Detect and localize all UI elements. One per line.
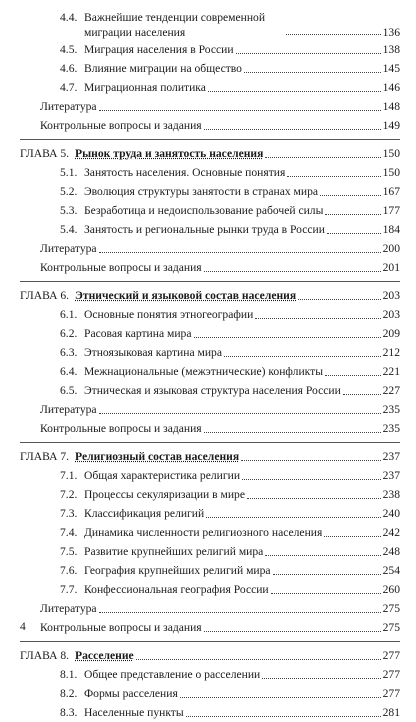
toc-entry-title: Литература [40, 602, 97, 615]
toc-misc-entry[interactable] [20, 239, 400, 258]
toc-entry-title: Контрольные вопросы и задания [40, 119, 202, 132]
toc-entry-number: 6.5. [60, 384, 78, 397]
toc-misc-entry[interactable] [20, 97, 400, 116]
toc-entry-page: 277 [382, 668, 400, 681]
toc-entry-page: 227 [382, 384, 400, 397]
toc-entry-title: Миграционная политика [84, 81, 206, 94]
toc-section-entry[interactable] [20, 381, 400, 400]
toc-section-entry[interactable] [20, 362, 400, 381]
toc-entry-number: 7.3. [60, 507, 78, 520]
dot-leader [136, 659, 381, 660]
toc-entry-page: 145 [382, 62, 400, 75]
toc-entry-page: 235 [382, 403, 400, 416]
toc-entry-title: Населенные пункты [84, 706, 184, 719]
toc-entry-title: Литература [40, 100, 97, 113]
dot-leader [247, 498, 381, 499]
toc-entry-page: 221 [382, 365, 400, 378]
toc-entry-number: 5.4. [60, 223, 78, 236]
dot-leader [236, 53, 381, 54]
toc-entry-number: 4.6. [60, 62, 78, 75]
dot-leader [320, 195, 381, 196]
toc-entry-page: 235 [382, 422, 400, 435]
toc-entry-page: 150 [382, 166, 400, 179]
toc-section-entry[interactable] [20, 466, 400, 485]
toc-entry-number: 5.3. [60, 204, 78, 217]
toc-entry-number: 4.7. [60, 81, 78, 94]
toc-entry-page: 167 [382, 185, 400, 198]
toc-entry-page: 260 [382, 583, 400, 596]
toc-entry-title: Контрольные вопросы и задания [40, 261, 202, 274]
toc-entry-page: 240 [382, 507, 400, 520]
dot-leader [287, 176, 380, 177]
toc-entry-number: 8.3. [60, 706, 78, 719]
dot-leader [206, 517, 380, 518]
toc-entry-page: 146 [382, 81, 400, 94]
dot-leader [204, 631, 381, 632]
toc-section-entry[interactable] [20, 523, 400, 542]
toc-entry-number: ГЛАВА 6. [20, 289, 70, 302]
section-divider [20, 281, 400, 282]
section-divider [20, 641, 400, 642]
toc-entry-page: 248 [382, 545, 400, 558]
toc-entry-page: 201 [382, 261, 400, 274]
dot-leader [180, 697, 381, 698]
toc-chapter-entry[interactable] [20, 646, 400, 665]
toc-entry-title: Конфессиональная география России [84, 583, 269, 596]
toc-entry-number: 7.5. [60, 545, 78, 558]
toc-entry-title: Расовая картина мира [84, 327, 192, 340]
toc-entry-number: ГЛАВА 7. [20, 450, 70, 463]
toc-entry-number: 4.4. [60, 11, 78, 24]
toc-entry-page: 184 [382, 223, 400, 236]
toc-entry-page: 203 [382, 308, 400, 321]
toc-entry-page: 209 [382, 327, 400, 340]
toc-section-entry[interactable] [20, 561, 400, 580]
toc-section-entry[interactable] [20, 40, 400, 59]
toc-entry-page: 203 [382, 289, 400, 302]
toc-entry-title: Межнациональные (межэтнические) конфликты [84, 365, 323, 378]
toc-entry-page: 275 [382, 621, 400, 634]
dot-leader [255, 318, 380, 319]
toc-entry-page: 212 [382, 346, 400, 359]
dot-leader [186, 716, 381, 717]
toc-entry-page: 150 [382, 147, 400, 160]
dot-leader [324, 536, 380, 537]
dot-leader [194, 337, 381, 338]
toc-entry-number: 7.7. [60, 583, 78, 596]
toc-section-entry[interactable] [20, 305, 400, 324]
toc-entry-number: 7.4. [60, 526, 78, 539]
page-number: 4 [20, 620, 26, 633]
toc-entry-page: 238 [382, 488, 400, 501]
toc-entry-title: Религиозный состав населения [75, 450, 240, 463]
toc-entry-page: 254 [382, 564, 400, 577]
toc-misc-entry[interactable] [20, 116, 400, 135]
toc-entry-title: Миграция населения в России [84, 43, 234, 56]
toc-section-entry[interactable] [20, 343, 400, 362]
toc-entry-number: 6.4. [60, 365, 78, 378]
toc-entry-number: ГЛАВА 8. [20, 649, 70, 662]
toc-section-entry[interactable] [20, 182, 400, 201]
toc-entry-title: Развитие крупнейших религий мира [84, 545, 264, 558]
toc-section-entry[interactable] [20, 10, 400, 40]
toc-misc-entry[interactable] [20, 419, 400, 438]
toc-entry-title: Классификация религий [84, 507, 205, 520]
toc-entry-title: Расселение [75, 649, 134, 662]
toc-entry-number: 7.1. [60, 469, 78, 482]
toc-entry-number: 8.1. [60, 668, 78, 681]
dot-leader [204, 129, 381, 130]
toc-section-entry[interactable] [20, 324, 400, 343]
toc-entry-title: Общее представление о расселении [84, 668, 261, 681]
toc-entry-number: 6.2. [60, 327, 78, 340]
toc-entry-title: Контрольные вопросы и задания [40, 422, 202, 435]
toc-entry-title: Общая характеристика религии [84, 469, 241, 482]
toc-entry-title: Этническая и языковая структура населения России [84, 384, 341, 397]
dot-leader [262, 678, 380, 679]
toc-entry-page: 277 [382, 649, 400, 662]
toc-section-entry[interactable] [20, 220, 400, 239]
dot-leader [224, 356, 381, 357]
toc-entry-page: 237 [382, 469, 400, 482]
dot-leader [325, 214, 380, 215]
toc-entry-title: Влияние миграции на общество [84, 62, 242, 75]
toc-entry-number: 6.3. [60, 346, 78, 359]
dot-leader [244, 72, 381, 73]
toc-misc-entry[interactable] [20, 400, 400, 419]
toc-entry-title: Литература [40, 403, 97, 416]
toc-entry-page: 281 [382, 706, 400, 719]
toc-entry-title: Безработица и недоиспользование рабочей силы [84, 204, 324, 217]
toc-entry-page: 136 [382, 26, 400, 39]
toc-section-entry[interactable] [20, 201, 400, 220]
toc-entry-title: Занятость и региональные рынки труда в России [84, 223, 325, 236]
toc-entry-page: 149 [382, 119, 400, 132]
toc-entry-title: Формы расселения [84, 687, 178, 700]
dot-leader [286, 34, 381, 35]
dot-leader [343, 394, 381, 395]
dot-leader [241, 460, 381, 461]
toc-entry-title: Динамика численности религиозного населения [84, 526, 323, 539]
toc-entry-number: 7.6. [60, 564, 78, 577]
toc-entry-number: 7.2. [60, 488, 78, 501]
toc-entry-page: 237 [382, 450, 400, 463]
toc-entry-page: 138 [382, 43, 400, 56]
toc-entry-number: 5.1. [60, 166, 78, 179]
toc-section-entry[interactable] [20, 703, 400, 722]
toc-entry-number: 4.5. [60, 43, 78, 56]
toc-entry-title: Основные понятия этногеографии [84, 308, 254, 321]
dot-leader [273, 574, 381, 575]
toc-section-entry[interactable] [20, 59, 400, 78]
toc-entry-page: 177 [382, 204, 400, 217]
toc-entry-title: Этноязыковая картина мира [84, 346, 222, 359]
dot-leader [204, 271, 381, 272]
toc-entry-page: 275 [382, 602, 400, 615]
dot-leader [265, 157, 380, 158]
toc-misc-entry[interactable] [20, 599, 400, 618]
dot-leader [99, 413, 381, 414]
toc-entry-page: 242 [382, 526, 400, 539]
dot-leader [327, 233, 381, 234]
toc-section-entry[interactable] [20, 485, 400, 504]
toc-entry-title: Рынок труда и занятость населения [75, 147, 264, 160]
dot-leader [208, 91, 381, 92]
toc-entry-title: Важнейшие тенденции современной миграции населения [84, 11, 266, 39]
toc-entry-title: Процессы секуляризации в мире [84, 488, 245, 501]
toc-entry-title: Занятость населения. Основные понятия [84, 166, 286, 179]
section-divider [20, 139, 400, 140]
section-divider [20, 442, 400, 443]
dot-leader [298, 299, 381, 300]
toc-section-entry[interactable] [20, 78, 400, 97]
table-of-contents [20, 10, 400, 722]
dot-leader [325, 375, 381, 376]
toc-section-entry[interactable] [20, 684, 400, 703]
toc-entry-number: 8.2. [60, 687, 78, 700]
toc-section-entry[interactable] [20, 504, 400, 523]
toc-entry-title: География крупнейших религий мира [84, 564, 271, 577]
toc-entry-title: Контрольные вопросы и задания [40, 621, 202, 634]
toc-section-entry[interactable] [20, 580, 400, 599]
dot-leader [99, 612, 381, 613]
toc-entry-page: 277 [382, 687, 400, 700]
toc-entry-number: 5.2. [60, 185, 78, 198]
dot-leader [99, 110, 381, 111]
toc-chapter-entry[interactable] [20, 144, 400, 163]
toc-section-entry[interactable] [20, 163, 400, 182]
toc-entry-number: ГЛАВА 5. [20, 147, 70, 160]
toc-section-entry[interactable] [20, 665, 400, 684]
toc-entry-title: Этнический и языковой состав населения [75, 289, 297, 302]
toc-entry-title: Литература [40, 242, 97, 255]
toc-entry-page: 148 [382, 100, 400, 113]
toc-entry-number: 6.1. [60, 308, 78, 321]
toc-section-entry[interactable] [20, 542, 400, 561]
toc-chapter-entry[interactable] [20, 447, 400, 466]
toc-chapter-entry[interactable] [20, 286, 400, 305]
dot-leader [242, 479, 381, 480]
toc-entry-page: 200 [382, 242, 400, 255]
dot-leader [271, 593, 381, 594]
dot-leader [265, 555, 380, 556]
toc-misc-entry[interactable] [20, 258, 400, 277]
dot-leader [99, 252, 381, 253]
toc-entry-title: Эволюция структуры занятости в странах мира [84, 185, 319, 198]
dot-leader [204, 432, 381, 433]
toc-misc-entry[interactable] [20, 618, 400, 637]
